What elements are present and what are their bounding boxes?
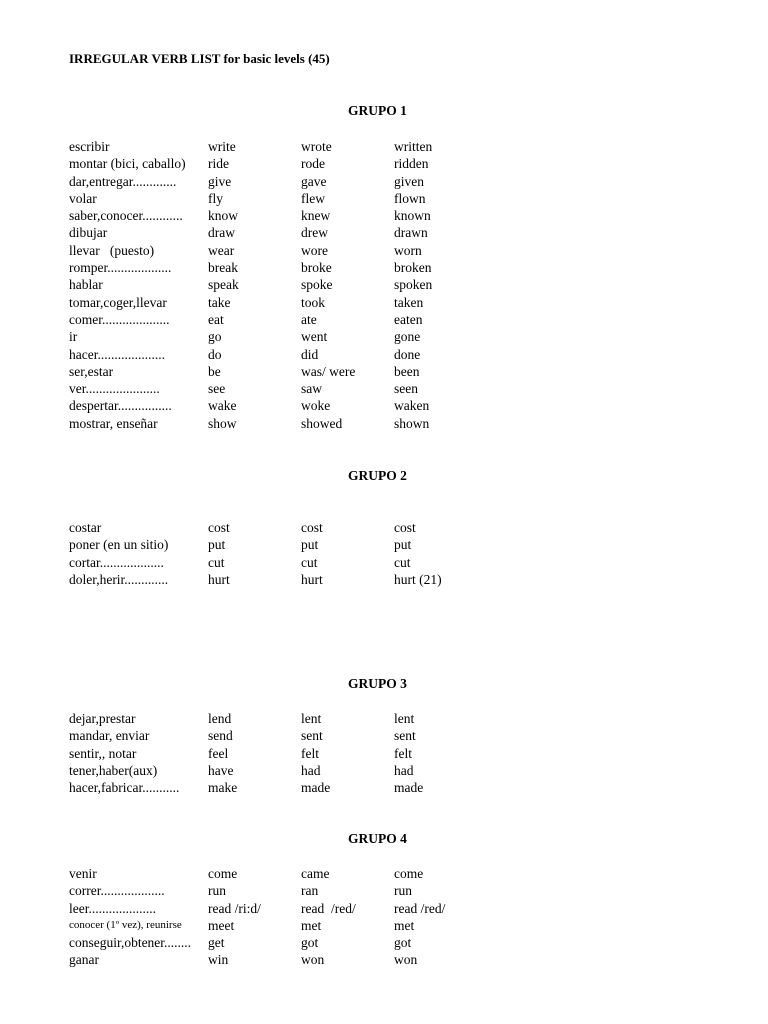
past-participle: flown [394,190,426,206]
past-participle: shown [394,415,430,431]
past-simple: ate [301,311,317,327]
past-simple: cut [301,554,318,570]
past-participle: taken [394,294,424,310]
infinitive: wake [208,398,237,414]
past-simple: felt [301,745,319,761]
spanish-meaning: sentir,, notar [69,745,137,761]
infinitive: lend [208,711,232,726]
past-participle: worn [394,242,422,258]
table-row [69,951,489,968]
infinitive: cut [208,554,225,570]
spanish-meaning: venir [69,866,97,881]
table-row [69,710,489,727]
past-simple: met [301,917,322,933]
spanish-meaning: doler,herir............. [69,571,169,587]
infinitive: speak [208,277,239,293]
spanish-meaning: dejar,prestar [69,711,136,726]
past-simple: was/ were [301,363,356,379]
spanish-meaning: volar [69,190,97,206]
group-1-table [69,138,489,432]
spanish-meaning: ser,estar [69,363,114,379]
table-row [69,934,489,951]
past-simple: did [301,346,319,362]
past-simple: cost [301,520,323,535]
past-simple: flew [301,190,325,206]
table-row [69,173,489,190]
past-simple: hurt [301,571,323,587]
infinitive: be [208,363,221,379]
spanish-meaning: cortar................... [69,554,164,570]
infinitive: write [208,139,236,154]
spanish-meaning: despertar................ [69,398,172,414]
past-participle: lent [394,711,415,726]
past-participle: got [394,935,412,951]
spanish-meaning: leer.................... [69,900,156,916]
past-participle: cost [394,520,416,535]
group-3-heading: GRUPO 3 [348,676,407,691]
past-participle: written [394,139,433,154]
spanish-meaning: tomar,coger,llevar [69,294,167,310]
table-row [69,276,489,293]
table-row [69,900,489,917]
spanish-meaning: poner (en un sitio) [69,537,169,553]
document-title: IRREGULAR VERB LIST for basic levels (45) [69,51,330,66]
infinitive: fly [208,190,223,206]
infinitive: run [208,883,226,899]
past-simple: lent [301,711,322,726]
spanish-meaning: romper................... [69,260,172,276]
spanish-meaning: hacer,fabricar........... [69,780,180,796]
past-participle: been [394,363,420,379]
table-row [69,346,489,363]
table-row [69,882,489,899]
table-row [69,727,489,744]
past-participle: come [394,866,424,881]
table-row [69,207,489,224]
past-simple: drew [301,225,328,241]
table-row [69,380,489,397]
past-participle: done [394,346,421,362]
past-simple: woke [301,398,331,414]
past-participle: seen [394,381,418,397]
spanish-meaning: hablar [69,277,103,293]
table-row [69,554,489,571]
spanish-meaning: comer.................... [69,311,170,327]
past-participle: broken [394,260,432,276]
table-row [69,224,489,241]
past-simple: broke [301,260,332,276]
table-row [69,779,489,796]
past-participle: made [394,780,424,796]
past-simple: wore [301,242,328,258]
table-row [69,155,489,172]
group-2-table [69,519,489,588]
infinitive: break [208,260,238,276]
past-participle: eaten [394,311,423,327]
spanish-meaning: ir [69,329,78,345]
infinitive: see [208,381,226,397]
table-row [69,363,489,380]
past-participle: read /red/ [394,900,446,916]
past-simple: had [301,762,321,778]
spanish-meaning: dibujar [69,225,108,241]
past-participle: drawn [394,225,428,241]
past-participle: felt [394,745,412,761]
infinitive: hurt [208,571,230,587]
past-simple: spoke [301,277,333,293]
past-participle: waken [394,398,430,414]
infinitive: read /ri:d/ [208,900,261,916]
infinitive: go [208,329,222,345]
past-participle: met [394,917,415,933]
table-row [69,311,489,328]
table-row [69,397,489,414]
past-simple: got [301,935,319,951]
spanish-meaning: saber,conocer............ [69,208,183,224]
infinitive: ride [208,156,229,172]
table-row [69,259,489,276]
infinitive: meet [208,917,235,933]
spanish-meaning: escribir [69,139,110,154]
past-participle: given [394,173,424,189]
spanish-meaning: ver...................... [69,381,160,397]
past-simple: knew [301,208,331,224]
spanish-meaning: costar [69,520,102,535]
spanish-meaning: llevar (puesto) [69,242,155,258]
infinitive: draw [208,225,235,241]
past-simple: gave [301,173,327,189]
table-row [69,415,489,432]
spanish-meaning: montar (bici, caballo) [69,156,186,172]
table-row [69,762,489,779]
past-participle: cut [394,554,411,570]
infinitive: put [208,537,226,553]
spanish-meaning: hacer.................... [69,346,165,362]
past-participle: sent [394,728,416,744]
past-participle: won [394,952,418,968]
past-participle: ridden [394,156,429,172]
past-simple: made [301,780,331,796]
table-row [69,138,489,155]
infinitive: feel [208,745,229,761]
past-simple: won [301,952,325,968]
past-participle: run [394,883,412,899]
table-row [69,571,489,588]
group-3-table [69,710,489,796]
past-participle: put [394,537,412,553]
past-simple: sent [301,728,323,744]
spanish-meaning: mostrar, enseñar [69,415,158,431]
infinitive: get [208,935,225,951]
past-participle: had [394,762,414,778]
past-simple: rode [301,156,325,172]
group-1-heading: GRUPO 1 [348,103,407,118]
past-simple: ran [301,883,319,899]
infinitive: show [208,415,237,431]
infinitive: know [208,208,238,224]
spanish-meaning: tener,haber(aux) [69,762,158,778]
infinitive: have [208,762,234,778]
infinitive: send [208,728,233,744]
table-row [69,190,489,207]
infinitive: come [208,866,238,881]
spanish-meaning: mandar, enviar [69,728,150,744]
table-row [69,242,489,259]
past-participle: hurt (21) [394,571,442,587]
spanish-meaning: conseguir,obtener........ [69,935,192,951]
group-2-heading: GRUPO 2 [348,468,407,483]
group-4-table [69,865,489,969]
spanish-meaning: conocer (1º vez), reunirse [69,918,182,931]
group-4-heading: GRUPO 4 [348,831,407,846]
past-simple: wrote [301,139,332,154]
infinitive: take [208,294,231,310]
table-row [69,536,489,553]
past-participle: gone [394,329,421,345]
spanish-meaning: ganar [69,952,99,968]
infinitive: give [208,173,232,189]
table-row [69,519,489,536]
infinitive: wear [208,242,235,258]
table-row [69,917,489,934]
table-row [69,294,489,311]
table-row [69,328,489,345]
infinitive: eat [208,311,224,327]
past-simple: came [301,866,330,881]
infinitive: do [208,346,222,362]
past-simple: read /red/ [301,900,356,916]
table-row [69,865,489,882]
past-participle: known [394,208,431,224]
spanish-meaning: correr................... [69,883,165,899]
table-row [69,745,489,762]
past-simple: showed [301,415,343,431]
spanish-meaning: dar,entregar............. [69,173,177,189]
past-simple: took [301,294,326,310]
past-participle: spoken [394,277,433,293]
infinitive: cost [208,520,230,535]
past-simple: put [301,537,319,553]
infinitive: make [208,780,238,796]
infinitive: win [208,952,229,968]
past-simple: saw [301,381,322,397]
past-simple: went [301,329,328,345]
